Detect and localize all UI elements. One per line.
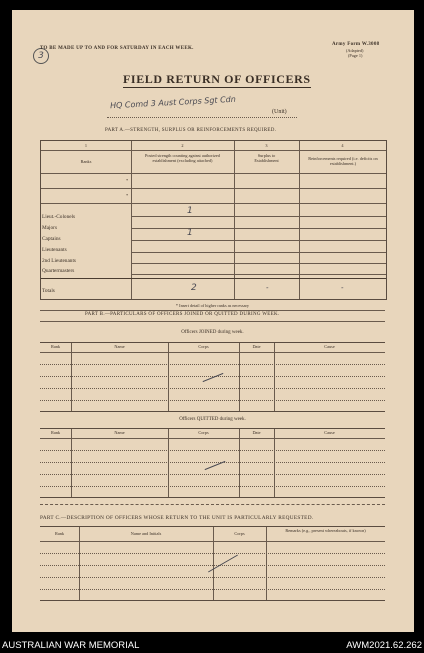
joined-col-date: Date <box>252 344 261 349</box>
joined-col-corps: Corps <box>198 344 209 349</box>
joined-col-name: Name <box>114 344 125 349</box>
adapted-label: (Adapted) <box>346 48 364 53</box>
rank-quartermasters: Quartermasters <box>42 268 75 274</box>
col-header-reinforcements: Reinforcements required (i.e. deficits on establishment.) <box>308 156 378 166</box>
col-header-posted: Posted strength counting against authorized establishment (excluding attached) <box>145 153 220 163</box>
part-a-heading: PART A.—STRENGTH, SURPLUS OR REINFORCEMENTS REQUIRED. <box>105 128 277 133</box>
col-number-1: 1 <box>84 143 88 148</box>
instruction-text: TO BE MADE UP TO AND FOR SATURDAY IN EACH WEEK. <box>40 46 194 51</box>
army-form-label: Army Form W.3008 <box>332 42 380 47</box>
rank-2nd-lieutenants: 2nd Lieutenants <box>42 258 76 264</box>
part-c-col-name: Name and Initials <box>130 531 162 536</box>
part-c-col-rank: Rank <box>54 531 65 536</box>
footer-accession: AWM2021.62.262 <box>346 640 422 651</box>
quitted-title: Officers QUITTED during week. <box>179 417 246 422</box>
col-number-2: 2 <box>181 143 184 148</box>
asterisk-1: * <box>126 178 129 183</box>
part-a-table <box>40 140 387 300</box>
joined-strike-mark <box>203 373 224 382</box>
form-sheet <box>12 10 414 632</box>
rank-lieut-colonels: Lieut.-Colonels <box>42 214 76 220</box>
form-title: FIELD RETURN OF OFFICERS <box>123 72 311 86</box>
joined-col-rank: Rank <box>50 344 61 349</box>
col-header-ranks: Ranks <box>80 159 92 164</box>
col-header-surplus: Surplus to Establishment <box>254 153 279 163</box>
circled-number: 3 <box>33 48 49 64</box>
quitted-col-cause: Cause <box>324 430 335 435</box>
part-c-col-remarks: Remarks (e.g., present whereabouts, if known) <box>285 528 366 533</box>
part-b-rule <box>40 310 385 311</box>
unit-handwritten: HQ Comd 3 Aust Corps Sgt Cdn <box>109 94 237 111</box>
quitted-col-name: Name <box>114 430 125 435</box>
part-a-footnote: * Insert detail of higher ranks as necessary <box>175 303 250 308</box>
quitted-table <box>40 428 385 498</box>
totals-reinforcements: - <box>341 284 344 292</box>
rank-lieutenants: Lieutenants <box>42 247 67 253</box>
part-c-col-corps: Corps <box>234 531 245 536</box>
rank-majors: Majors <box>42 225 58 231</box>
footer-bar <box>0 636 424 653</box>
posted-majors: 1 <box>187 228 193 238</box>
asterisk-2: * <box>126 193 129 198</box>
page-label: (Page 1) <box>348 53 363 58</box>
unit-label: (Unit) <box>272 109 287 115</box>
posted-lieut-colonels: 1 <box>187 206 193 216</box>
quitted-col-rank: Rank <box>50 430 61 435</box>
quitted-col-date: Date <box>252 430 261 435</box>
part-b-heading: PART B.—PARTICULARS OF OFFICERS JOINED OR QUITTED DURING WEEK. <box>85 312 280 317</box>
col-number-4: 4 <box>341 143 344 148</box>
footer-source: AUSTRALIAN WAR MEMORIAL <box>2 640 140 651</box>
unit-underline <box>107 117 297 118</box>
totals-posted: 2 <box>191 283 197 293</box>
joined-col-cause: Cause <box>324 344 335 349</box>
part-c-table <box>40 526 385 601</box>
totals-surplus: - <box>266 284 269 292</box>
totals-label: Totals <box>42 288 55 294</box>
col-number-3: 3 <box>265 143 268 148</box>
quitted-col-corps: Corps <box>198 430 209 435</box>
rank-captains: Captains <box>42 236 61 242</box>
joined-title: Officers JOINED during week. <box>181 330 244 335</box>
part-c-heading: PART C.—DESCRIPTION OF OFFICERS WHOSE RETURN TO THE UNIT IS PARTICULARLY REQUESTED. <box>40 515 314 521</box>
part-c-rule <box>40 504 385 505</box>
joined-table <box>40 342 385 412</box>
